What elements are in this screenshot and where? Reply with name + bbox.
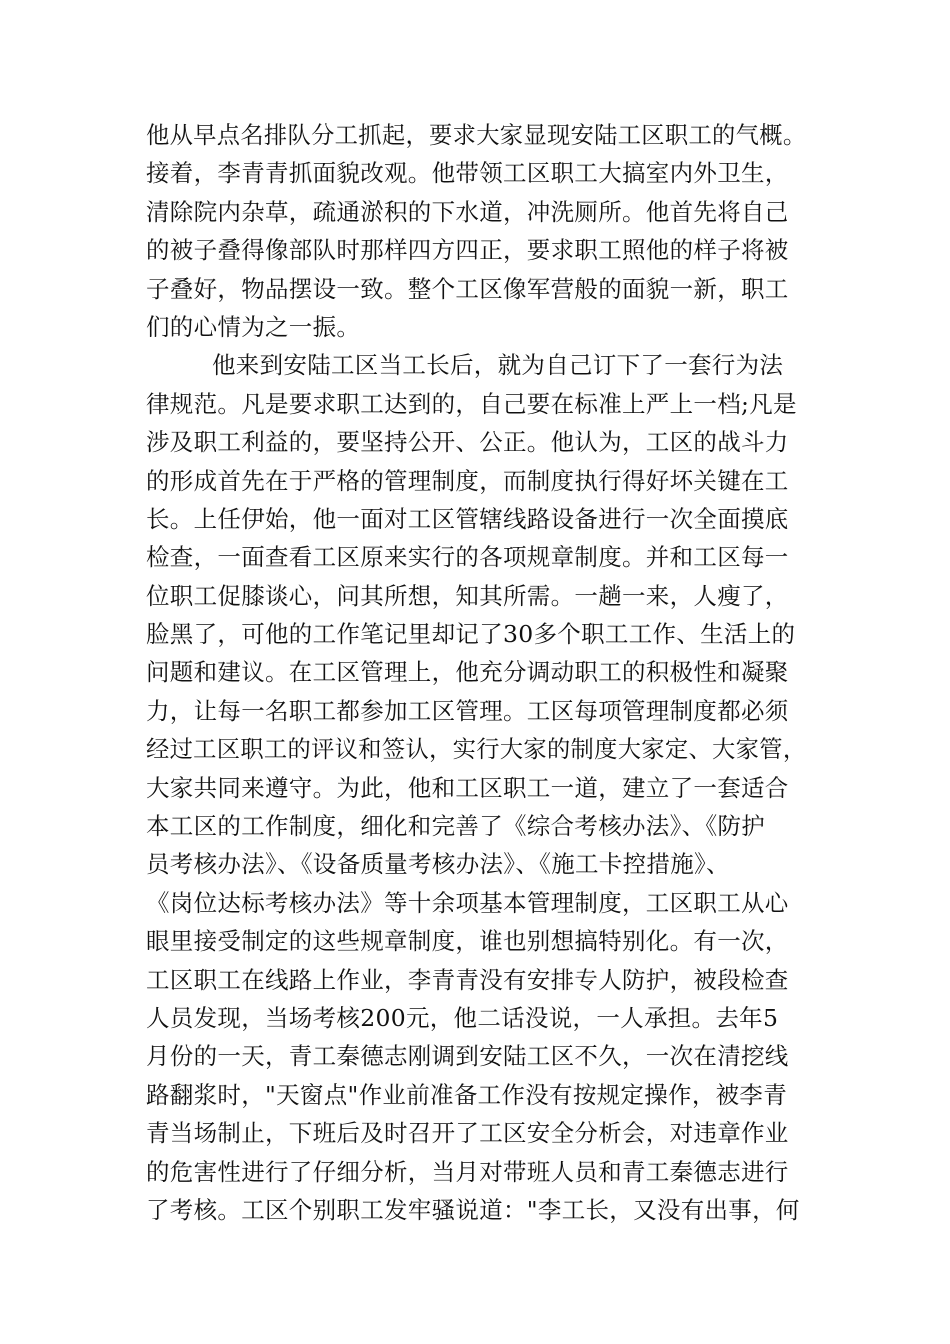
text-line: 员考核办法》、《设备质量考核办法》、《施工卡控措施》、 bbox=[146, 850, 730, 879]
text-line: 律规范。凡是要求职工达到的，自己要在标准上严上一档;凡是 bbox=[146, 389, 797, 418]
text-line: 们的心情为之一振。 bbox=[146, 312, 361, 341]
text-line: 经过工区职工的评议和签认，实行大家的制度大家定、大家管， bbox=[146, 735, 807, 764]
text-line: 眼里接受制定的这些规章制度，谁也别想搞特别化。有一次， bbox=[146, 927, 789, 956]
text-line: 他从早点名排队分工抓起，要求大家显现安陆工区职工的气概。 bbox=[146, 121, 807, 149]
text-line: 接着，李青青抓面貌改观。他带领工区职工大搞室内外卫生， bbox=[146, 159, 789, 188]
text-line: 本工区的工作制度，细化和完善了《综合考核办法》、《防护 bbox=[146, 812, 766, 841]
text-line: 大家共同来遵守。为此，他和工区职工一道，建立了一套适合 bbox=[146, 773, 789, 802]
text-line: 清除院内杂草，疏通淤积的下水道，冲洗厕所。他首先将自己 bbox=[146, 197, 789, 226]
text-line: 检查，一面查看工区原来实行的各项规章制度。并和工区每一 bbox=[146, 543, 789, 572]
text-line: 路翻浆时，"天窗点"作业前准备工作没有按规定操作，被李青 bbox=[146, 1080, 788, 1109]
text-line: 人员发现，当场考核200元，他二话没说，一人承担。去年5 bbox=[146, 1003, 779, 1032]
text-line: 子叠好，物品摆设一致。整个工区像军营般的面貌一新，职工 bbox=[146, 274, 789, 303]
text-line: 的被子叠得像部队时那样四方四正，要求职工照他的样子将被 bbox=[146, 236, 789, 265]
text-line: 《岗位达标考核办法》等十余项基本管理制度，工区职工从心 bbox=[146, 888, 789, 917]
body-text bbox=[146, 116, 806, 1229]
text-line: 脸黑了，可他的工作笔记里却记了30多个职工工作、生活上的 bbox=[146, 620, 796, 649]
text-line: 力，让每一名职工都参加工区管理。工区每项管理制度都必须 bbox=[146, 696, 789, 725]
text-line: 涉及职工利益的，要坚持公开、公正。他认为，工区的战斗力 bbox=[146, 428, 789, 457]
text-line: 长。上任伊始，他一面对工区管辖线路设备进行一次全面摸底 bbox=[146, 504, 789, 533]
text-line: 问题和建议。在工区管理上，他充分调动职工的积极性和凝聚 bbox=[146, 658, 789, 687]
text-line: 工区职工在线路上作业，李青青没有安排专人防护，被段检查 bbox=[146, 965, 789, 994]
text-line: 月份的一天，青工秦德志刚调到安陆工区不久，一次在清挖线 bbox=[146, 1042, 789, 1071]
paragraph-first-line: 他来到安陆工区当工长后，就为自己订下了一套行为法 bbox=[212, 351, 784, 380]
text-line: 位职工促膝谈心，问其所想，知其所需。一趟一来，人瘦了， bbox=[146, 581, 789, 610]
text-line: 的危害性进行了仔细分析，当月对带班人员和青工秦德志进行 bbox=[146, 1157, 789, 1186]
text-line: 青当场制止，下班后及时召开了工区安全分析会，对违章作业 bbox=[146, 1119, 789, 1148]
text-line: 的形成首先在于严格的管理制度，而制度执行得好坏关键在工 bbox=[146, 466, 789, 495]
text-line: 了考核。工区个别职工发牢骚说道："李工长，又没有出事，何 bbox=[146, 1195, 800, 1224]
